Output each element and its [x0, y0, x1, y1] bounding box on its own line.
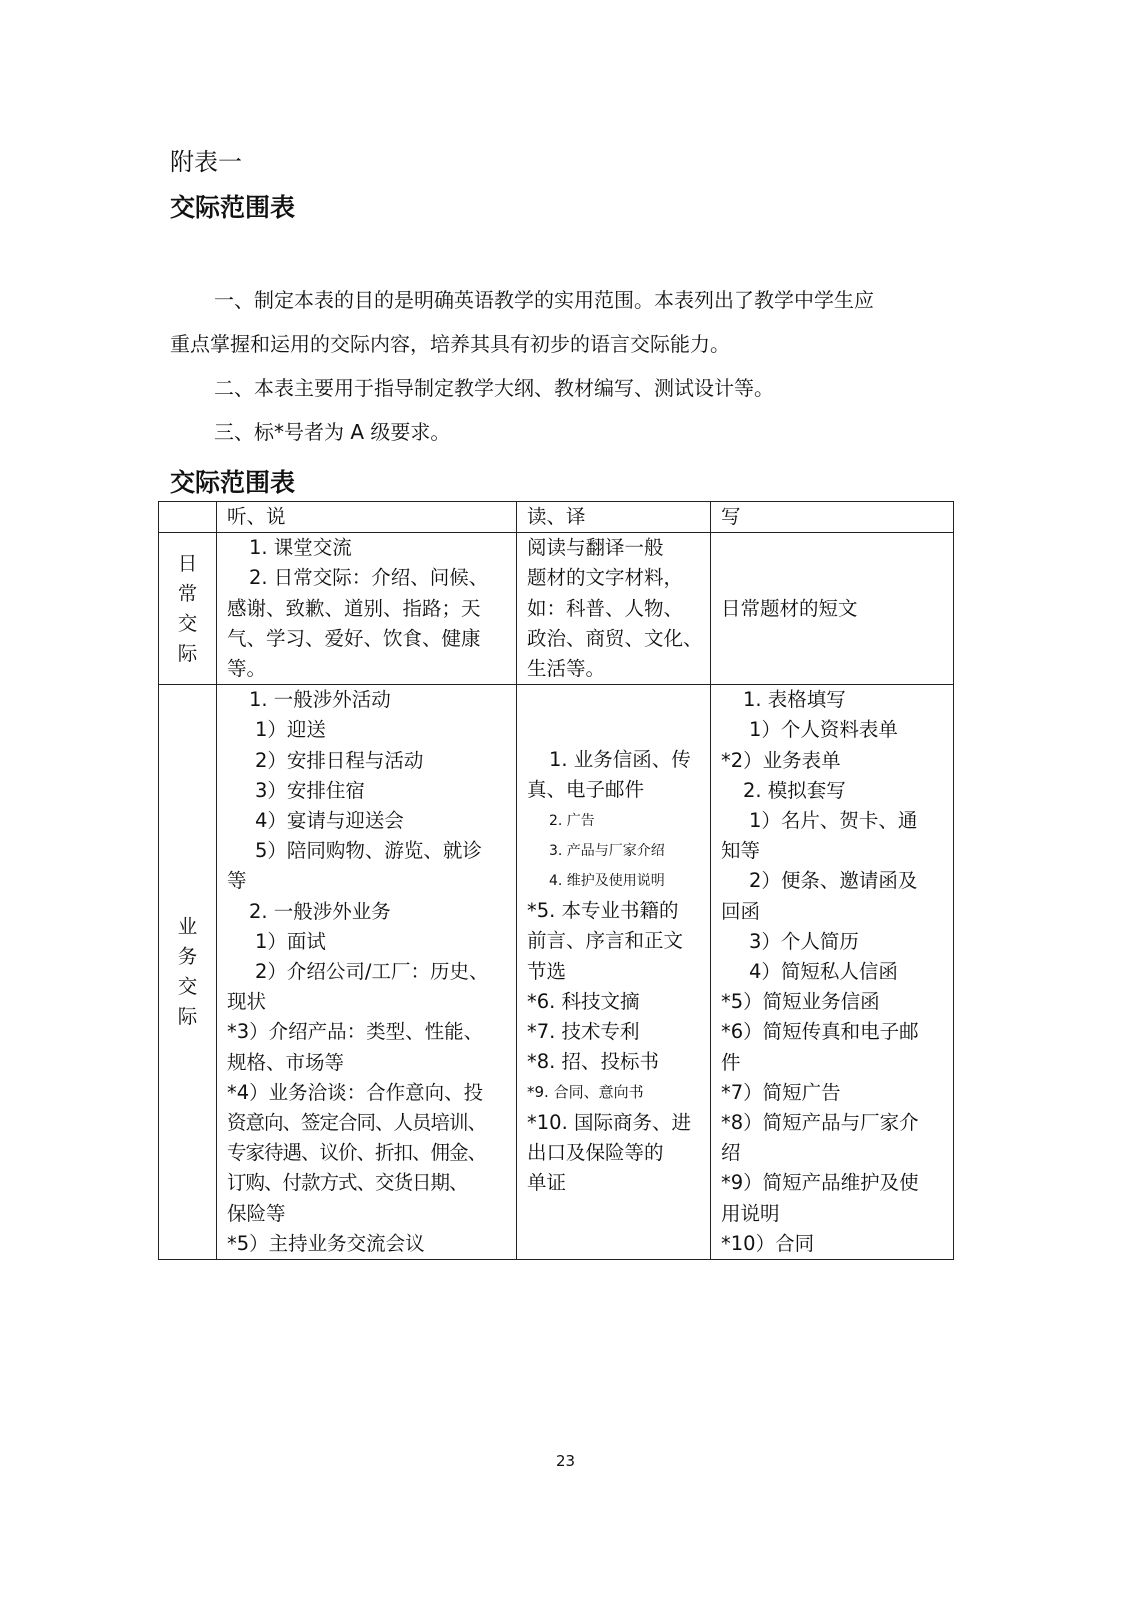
- cell-line: 1）名片、贺卡、通: [749, 809, 918, 833]
- header-listen-speak: 听、说: [217, 502, 517, 533]
- intro-section: [170, 278, 960, 454]
- cell-line: 件: [721, 1050, 741, 1074]
- cell-line: 1. 表格填写: [743, 688, 846, 712]
- cell-line: 4）简短私人信函: [749, 960, 898, 984]
- cell-line: *6. 科技文摘: [527, 989, 640, 1013]
- row-head-char: 交: [177, 611, 198, 635]
- intro-paragraph-1-cont: 重点掌握和运用的交际内容，培养其具有初步的语言交际能力。: [170, 332, 730, 356]
- cell-line: *10）合同: [721, 1231, 815, 1255]
- document-title: 交际范围表: [170, 193, 296, 222]
- cell-line: 专家待遇、议价、折扣、佣金、: [227, 1141, 487, 1165]
- intro-paragraph-2: 二、本表主要用于指导制定教学大纲、教材编写、测试设计等。: [214, 376, 774, 400]
- cell-line: 3）安排住宿: [255, 778, 365, 802]
- cell-line: 单证: [527, 1171, 567, 1195]
- cell-line: 3. 产品与厂家介绍: [549, 842, 665, 859]
- cell-line: *4）业务洽谈：合作意向、投: [227, 1080, 484, 1104]
- appendix-label: 附表一: [170, 148, 242, 176]
- cell-line: 日常题材的短文: [721, 596, 858, 620]
- cell-line: *2）业务表单: [721, 748, 841, 772]
- cell-line: 2）安排日程与活动: [255, 748, 424, 772]
- cell-line: 3）个人简历: [749, 929, 859, 953]
- cell-line: *6）简短传真和电子邮: [721, 1020, 919, 1044]
- intro-paragraph-3: 三、标*号者为 A 级要求。: [214, 420, 451, 444]
- cell-line: 节选: [527, 959, 567, 983]
- row-head-char: 交: [177, 975, 198, 999]
- page-number: 23: [555, 1452, 576, 1470]
- cell-line: 规格、市场等: [227, 1050, 345, 1074]
- cell-line: 等。: [227, 657, 267, 681]
- row-head-char: 际: [177, 1005, 198, 1029]
- cell-line: *7. 技术专利: [527, 1020, 640, 1044]
- cell-line: 题材的文字材料，: [527, 566, 684, 590]
- intro-paragraph-1: 一、制定本表的目的是明确英语教学的实用范围。本表列出了教学中学生应: [214, 288, 874, 312]
- row-head-business: [159, 685, 217, 1260]
- cell-daily-read: [517, 533, 711, 685]
- cell-business-listen: [217, 685, 517, 1260]
- cell-daily-write: [711, 533, 954, 685]
- cell-line: 1. 课堂交流: [249, 536, 352, 560]
- cell-line: 5）陪同购物、游览、就诊: [255, 839, 482, 863]
- cell-line: 回函: [721, 899, 761, 923]
- cell-line: 4）宴请与迎送会: [255, 809, 404, 833]
- row-head-char: 际: [177, 641, 198, 665]
- cell-line: 1. 业务信函、传: [549, 748, 691, 772]
- table-header-row: [159, 502, 954, 533]
- row-head-daily: [159, 533, 217, 685]
- row-head-char: 务: [177, 945, 198, 969]
- header-write: 写: [711, 502, 954, 533]
- cell-line: *5. 本专业书籍的: [527, 899, 679, 923]
- cell-line: 保险等: [227, 1201, 286, 1225]
- table-row-daily: [159, 533, 954, 685]
- cell-line: 知等: [721, 839, 761, 863]
- cell-line: 订购、付款方式、交货日期、: [227, 1171, 468, 1195]
- cell-line: 1. 一般涉外活动: [249, 688, 391, 712]
- cell-line: 如：科普、人物、: [527, 596, 684, 620]
- cell-line: 1）迎送: [255, 718, 326, 742]
- row-head-char: 日: [177, 551, 198, 575]
- cell-line: 感谢、致歉、道别、指路；天: [227, 596, 481, 620]
- row-head-char: 常: [177, 581, 198, 605]
- cell-line: 真、电子邮件: [527, 778, 645, 802]
- cell-business-read: [517, 685, 711, 1260]
- cell-line: *9）简短产品维护及使: [721, 1171, 919, 1195]
- cell-line: 等: [227, 869, 247, 893]
- table-title: 交际范围表: [170, 468, 296, 497]
- cell-line: 政治、商贸、文化、: [527, 626, 703, 650]
- cell-line: 2. 一般涉外业务: [249, 899, 391, 923]
- cell-line: 资意向、签定合同、人员培训、: [227, 1111, 487, 1135]
- header-corner: [159, 502, 217, 533]
- cell-line: 用说明: [721, 1201, 780, 1225]
- cell-line: 出口及保险等的: [527, 1140, 664, 1164]
- cell-line: 气、学习、爱好、饮食、健康: [227, 626, 481, 650]
- communication-range-table: [158, 501, 954, 1260]
- cell-line: 1）个人资料表单: [749, 718, 898, 742]
- cell-line: *5）主持业务交流会议: [227, 1231, 425, 1255]
- cell-line: 阅读与翻译一般: [527, 536, 664, 560]
- row-head-char: 业: [177, 915, 198, 939]
- cell-daily-listen: [217, 533, 517, 685]
- cell-line: 绍: [721, 1141, 741, 1165]
- header-read-translate: 读、译: [517, 502, 711, 533]
- cell-line: 1）面试: [255, 929, 326, 953]
- cell-line: *8）简短产品与厂家介: [721, 1111, 919, 1135]
- cell-line: 2）介绍公司/工厂：历史、: [255, 960, 489, 984]
- cell-line: 现状: [227, 990, 267, 1014]
- cell-line: *5）简短业务信函: [721, 990, 880, 1014]
- cell-line: *10. 国际商务、进: [527, 1110, 691, 1134]
- cell-business-write: [711, 685, 954, 1260]
- cell-line: 生活等。: [527, 657, 606, 681]
- cell-line: *7）简短广告: [721, 1080, 841, 1104]
- cell-line: 2）便条、邀请函及: [749, 869, 918, 893]
- table-row-business: [159, 685, 954, 1260]
- cell-line: 2. 广告: [549, 812, 595, 829]
- cell-line: *9. 合同、意向书: [527, 1083, 644, 1102]
- cell-line: *3）介绍产品：类型、性能、: [227, 1020, 484, 1044]
- cell-line: *8. 招、投标书: [527, 1050, 660, 1074]
- cell-line: 2. 日常交际：介绍、问候、: [249, 566, 489, 590]
- cell-line: 4. 维护及使用说明: [549, 873, 665, 890]
- cell-line: 2. 模拟套写: [743, 778, 846, 802]
- cell-line: 前言、序言和正文: [527, 929, 684, 953]
